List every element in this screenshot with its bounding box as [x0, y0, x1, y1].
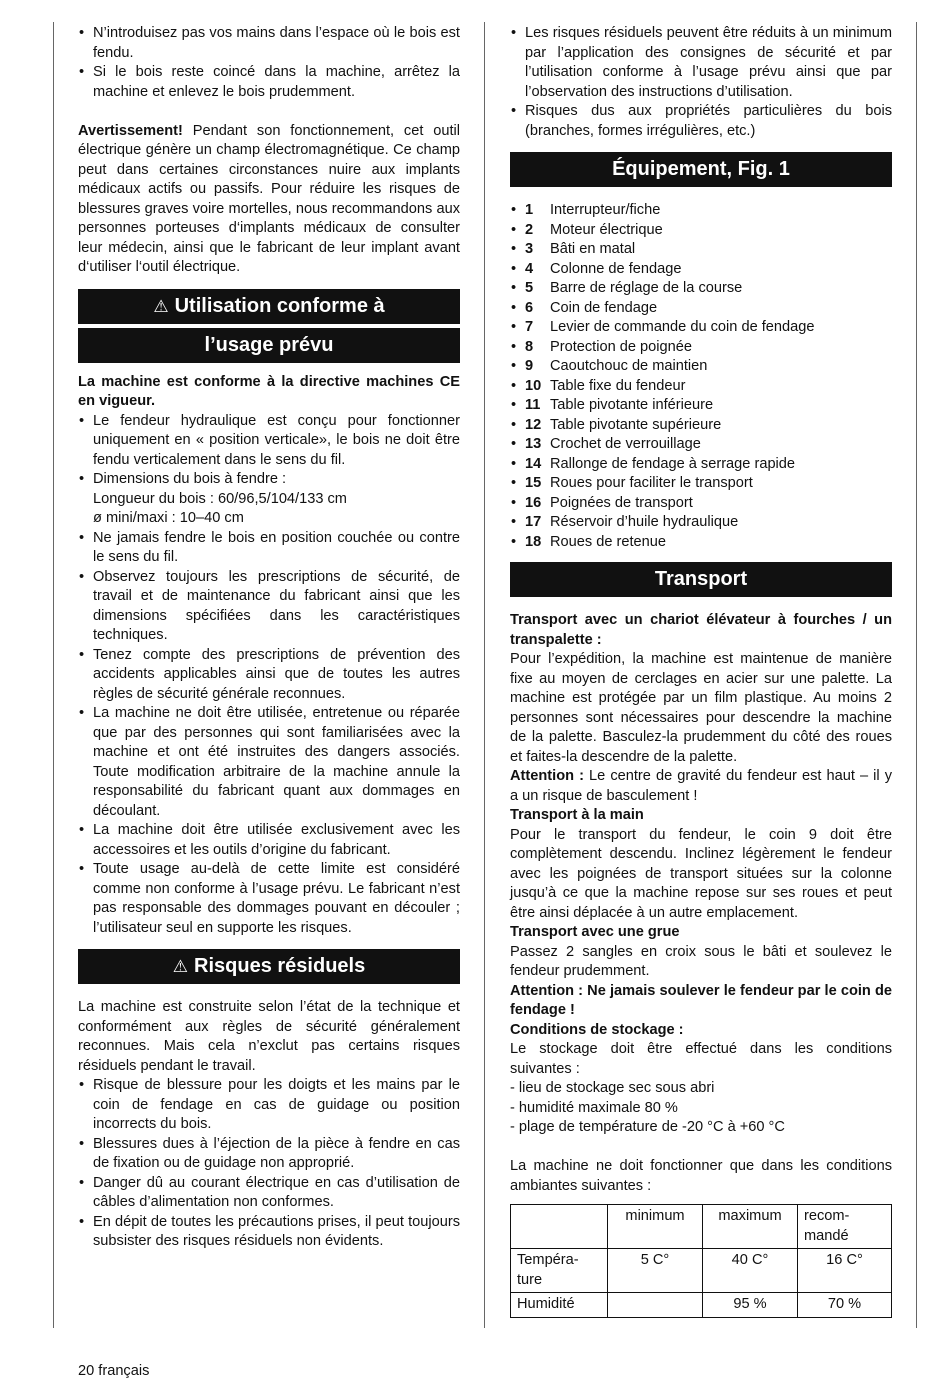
equipment-item	[510, 416, 892, 436]
heading-text: l’usage prévu	[204, 333, 334, 356]
equipment-label: Coin de fendage	[550, 299, 658, 316]
equipment-label: Roues de retenue	[550, 533, 667, 550]
equipment-number: • 1	[525, 202, 534, 218]
equipment-label: Colonne de fendage	[550, 260, 682, 277]
heading-residual-risks	[78, 949, 460, 984]
equipment-item	[510, 338, 892, 358]
equipment-number: • 3	[525, 241, 534, 257]
list-item: • Si le bois reste coincé dans la machine, arrêtez la machine et enlevez le bois prudemment.	[78, 63, 460, 102]
equipment-number: • 11	[525, 397, 541, 413]
equipment-item	[510, 533, 892, 553]
equipment-label: Crochet de verrouillage	[550, 436, 701, 452]
warning-label: Avertissement!	[78, 122, 183, 139]
warning-paragraph	[78, 122, 460, 278]
storage-item: - lieu de stockage sec sous abri	[510, 1080, 715, 1096]
equipment-item	[510, 318, 892, 338]
list-item: • Risque de blessure pour les doigts et les mains par le coin de fendage en cas de guidage ou position incorrects du bois.	[78, 1076, 460, 1135]
storage-item: - plage de température de -20 °C à +60 °C	[510, 1119, 785, 1135]
right-column	[510, 24, 892, 1318]
equipment-label: Rallonge de fendage à serrage rapide	[550, 455, 796, 472]
table-header-maximum: maximum	[703, 1205, 798, 1249]
table-header-row	[511, 1205, 892, 1249]
equipment-item	[510, 396, 892, 416]
transport-forklift-text: Pour l’expédition, la machine est maintenue de manière fixe au moyen de cerclages en acier sur une palette. La machine est protégée par un film plastique. Au moins 2 personnes sont nécessaires pour descendre la machine de la palette. Basculez-la prudemment du côté des roues et faites-la descendre de la palette.	[510, 651, 892, 765]
equipment-number: • 13	[525, 436, 542, 452]
equipment-label: Moteur électrique	[550, 221, 663, 238]
table-row	[511, 1249, 892, 1293]
equipment-label: Poignées de transport	[550, 494, 693, 511]
dimension-length: Longueur du bois : 60/96,5/104/133 cm	[93, 490, 347, 507]
equipment-number: • 7	[525, 319, 534, 335]
risks-intro: La machine est construite selon l’état de la technique et conformément aux règles de sécurité généralement reconnues. Mais cela n’exclut pas certains risques résiduels pendant le travail.	[78, 999, 460, 1074]
equipment-number: • 15	[525, 475, 542, 491]
ambient-intro: La machine ne doit fonctionner que dans les conditions ambiantes suivantes :	[510, 1158, 892, 1194]
heading-text: Équipement, Fig. 1	[612, 158, 790, 180]
list-item: • Blessures dues à l’éjection de la pièce à fendre en cas de fixation ou de guidage non approprié.	[78, 1135, 460, 1174]
equipment-label: Protection de poignée	[550, 338, 692, 355]
table-header-recommended: recom-mandé	[798, 1205, 892, 1249]
equipment-number: • 8	[525, 338, 534, 355]
equipment-label: Table fixe du fendeur	[550, 377, 686, 394]
heading-intended-use-line2	[78, 328, 460, 363]
list-item: • Toute usage au-delà de cette limite est considéré comme non conforme à l’usage prévu. Le fabricant n’est pas responsable des dommages pouvant en découler ; l’utilisateur seul en supporte les risques.	[78, 860, 460, 938]
transport-hand-title: Transport à la main	[510, 807, 644, 823]
attention-tipping	[510, 767, 892, 806]
equipment-item	[510, 513, 892, 533]
residual-risks-continued-list	[510, 24, 892, 141]
table-cell: 70 %	[798, 1293, 892, 1318]
equipment-number: • 5	[525, 280, 534, 296]
transport-forklift-title: Transport avec un chariot élévateur à fourches / un transpalette :	[510, 612, 892, 648]
heading-intended-use	[78, 289, 460, 324]
equipment-number: • 10	[525, 377, 542, 394]
attention-text: Le centre de gravité du fendeur est haut – il y a un risque de basculement !	[510, 768, 892, 804]
heading-text: Utilisation conforme à	[174, 294, 385, 317]
equipment-label: Interrupteur/fiche	[550, 202, 661, 218]
heading-transport	[510, 562, 892, 597]
equipment-label: Barre de réglage de la course	[550, 280, 743, 296]
warning-triangle-icon: ⚠	[153, 296, 169, 316]
equipment-number: • 12	[525, 416, 542, 433]
table-cell	[511, 1205, 608, 1249]
transport-crane-text: Passez 2 sangles en croix sous le bâti et soulevez le fendeur prudemment.	[510, 943, 892, 979]
dimensions-label: Dimensions du bois à fendre :	[93, 471, 287, 487]
table-cell: 16 C°	[798, 1249, 892, 1293]
list-item: • Ne jamais fendre le bois en position couchée ou contre le sens du fil.	[78, 529, 460, 568]
column-rule-left	[53, 22, 54, 1328]
equipment-item	[510, 357, 892, 377]
list-item: • Le fendeur hydraulique est conçu pour fonctionner uniquement en « position verticale», le bois ne doit être fendu verticalement dans le sens du fil.	[78, 412, 460, 471]
equipment-number: • 6	[525, 299, 534, 316]
equipment-label: Table pivotante inférieure	[550, 397, 714, 413]
storage-intro: Le stockage doit être effectué dans les conditions suivantes :	[510, 1041, 892, 1077]
list-item: • N’introduisez pas vos mains dans l’espace où le bois est fendu.	[78, 24, 460, 63]
table-cell: Tempéra-ture	[511, 1249, 608, 1293]
equipment-number: • 18	[525, 533, 542, 550]
table-cell: 5 C°	[608, 1249, 703, 1293]
table-header-minimum: minimum	[608, 1205, 703, 1249]
equipment-item	[510, 221, 892, 241]
storage-item: - humidité maximale 80 %	[510, 1099, 678, 1116]
equipment-item	[510, 240, 892, 260]
equipment-label: Caoutchouc de maintien	[550, 358, 708, 374]
list-item: • Tenez compte des prescriptions de prévention des accidents applicables ainsi que de toutes les autres règles de sécurité générale reconnues.	[78, 646, 460, 705]
page-footer: 20 français	[78, 1363, 150, 1379]
equipment-item	[510, 260, 892, 280]
list-item: • Risques dus aux propriétés particulières du bois (branches, formes irrégulières, etc.)	[510, 102, 892, 141]
equipment-number: • 14	[525, 455, 542, 472]
column-rule-center	[484, 22, 485, 1328]
list-item: • La machine doit être utilisée exclusivement avec les accessoires et les outils d’origine du fabricant.	[78, 821, 460, 860]
dimension-diameter: ø mini/maxi : 10–40 cm	[93, 510, 244, 526]
equipment-item	[510, 474, 892, 494]
list-item: • Observez toujours les prescriptions de sécurité, de travail et de maintenance du fabricant ainsi que les dimensions spécifiées dans les caractéristiques techniques.	[78, 568, 460, 646]
list-item	[78, 470, 460, 529]
table-cell	[608, 1293, 703, 1318]
heading-text: Transport	[654, 568, 748, 590]
equipment-number: • 16	[525, 494, 542, 511]
equipment-label: Réservoir d’huile hydraulique	[550, 514, 739, 530]
attention-label: Attention :	[510, 768, 584, 784]
equipment-label: Table pivotante supérieure	[550, 416, 722, 433]
heading-text: Risques résiduels	[194, 955, 366, 977]
list-item: • Danger dû au courant électrique en cas d’utilisation de câbles d’alimentation non conformes.	[78, 1174, 460, 1213]
table-cell: Humidité	[511, 1293, 608, 1318]
equipment-label: Levier de commande du coin de fendage	[550, 319, 815, 335]
warning-text: Pendant son fonctionnement, cet outil électrique génère un champ électromagnétique. Ce champ peut dans certaines circonstances nuire aux implants médicaux actifs ou passifs. Pour réduire les risques de blessures graves voire mortelles, nous recommandons aux personnes porteuses d‘implants médicaux de consulter leur médecin, ainsi que le fabricant de leur implant avant d‘utiliser l‘outil électrique.	[78, 122, 460, 275]
equipment-item	[510, 279, 892, 299]
left-column	[78, 24, 460, 1252]
equipment-item	[510, 494, 892, 514]
equipment-item	[510, 455, 892, 475]
equipment-number: • 4	[525, 260, 534, 277]
equipment-label: Roues pour faciliter le transport	[550, 475, 753, 491]
equipment-item	[510, 201, 892, 221]
list-item: • La machine ne doit être utilisée, entretenue ou réparée que par des personnes qui sont familiarisées avec la machine et ont été instruites des dangers associés. Toute modification arbitraire de la machine annule la responsabilité du fabricant quant aux dommages en découlant.	[78, 704, 460, 821]
list-item: • En dépit de toutes les précautions prises, il peut toujours subsister des risques résiduels non évidents.	[78, 1213, 460, 1252]
table-cell: 40 C°	[703, 1249, 798, 1293]
equipment-number: • 9	[525, 358, 534, 374]
column-rule-right	[916, 22, 917, 1328]
equipment-number: • 2	[525, 221, 534, 238]
ambient-conditions-table	[510, 1204, 892, 1318]
intended-use-list	[78, 412, 460, 939]
equipment-list	[510, 201, 892, 552]
storage-title: Conditions de stockage :	[510, 1021, 684, 1038]
risks-list	[78, 1076, 460, 1252]
equipment-item	[510, 299, 892, 319]
transport-crane-title: Transport avec une grue	[510, 924, 680, 940]
list-item: • Les risques résiduels peuvent être réduits à un minimum par l’application des consignes de sécurité et par l’utilisation conforme à l’usage prévu ainsi que par l’observation des instructions d’utilisation.	[510, 24, 892, 102]
warning-triangle-icon: ⚠	[172, 957, 189, 976]
equipment-item	[510, 377, 892, 397]
equipment-label: Bâti en matal	[550, 241, 636, 257]
directive-statement: La machine est conforme à la directive machines CE en vigueur.	[78, 373, 460, 409]
intro-bullet-list	[78, 24, 460, 102]
table-cell: 95 %	[703, 1293, 798, 1318]
equipment-item	[510, 435, 892, 455]
table-row	[511, 1293, 892, 1318]
transport-hand-text: Pour le transport du fendeur, le coin 9 doit être complètement descendu. Inclinez légèrement le fendeur avec les poignées de transport situées sur la colonne jusqu’à ce que la machine repose sur ses roues et peut être ainsi déplacée à un autre emplacement.	[510, 826, 892, 921]
attention-lifting: Attention : Ne jamais soulever le fendeur par le coin de fendage !	[510, 982, 892, 1018]
heading-equipment	[510, 152, 892, 187]
equipment-number: • 17	[525, 514, 542, 530]
